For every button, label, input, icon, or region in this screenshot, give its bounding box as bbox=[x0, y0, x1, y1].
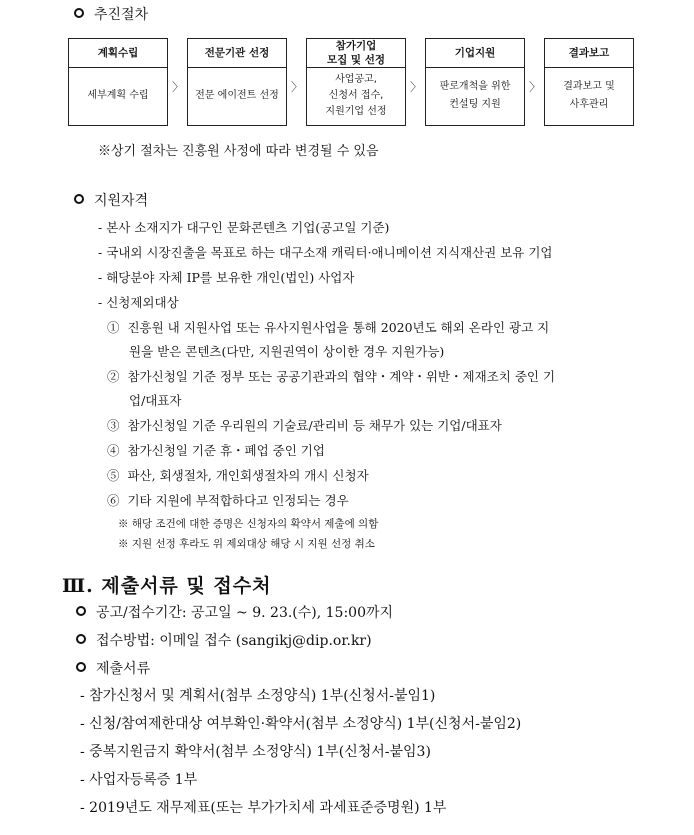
exclusion-item-4 bbox=[107, 441, 325, 459]
eligibility-note: ※ 지원 선정 후라도 위 제외대상 해당 시 지원 선정 취소 bbox=[118, 538, 375, 550]
step-desc: 세부계획 수립 bbox=[87, 90, 149, 101]
procedure-note: ※상기 절차는 진흥원 사정에 따라 변경될 수 있음 bbox=[98, 144, 379, 159]
eligibility-heading-text: 지원자격 bbox=[94, 193, 149, 209]
doc-item: - 사업자등록증 1부 bbox=[80, 772, 198, 788]
step-desc: 판로개척을 위한 컨설팅 지원 bbox=[439, 81, 511, 110]
doc-item: - 2019년도 재무제표(또는 부가가치세 과세표준증명원) 1부 bbox=[80, 800, 447, 816]
exclusion-text: 파산, 회생절차, 개인회생절차의 개시 신청자 bbox=[127, 468, 369, 483]
step-box-4 bbox=[425, 38, 525, 126]
eligibility-item: - 본사 소재지가 대구인 문화콘텐츠 기업(공고일 기준) bbox=[98, 220, 390, 235]
period-line bbox=[76, 602, 393, 622]
method-line bbox=[76, 630, 372, 650]
step-desc: 전문 에이전트 선정 bbox=[195, 90, 279, 101]
exclusion-text: 참가신청일 기준 휴・폐업 중인 기업 bbox=[127, 443, 325, 458]
doc-item: - 중복지원금지 확약서(첨부 소정양식) 1부(신청서-붙임3) bbox=[80, 744, 431, 760]
chevron-right-icon: 〉 bbox=[410, 80, 423, 94]
exclusion-number: ④ bbox=[107, 443, 120, 458]
step-desc: 사업공고, 신청서 접수, 지원기업 선정 bbox=[325, 74, 387, 117]
exclusion-text: 진흥원 내 지원사업 또는 유사지원사업을 통해 2020년도 해외 온라인 광고 지 bbox=[127, 320, 550, 335]
exclusion-text: 참가신청일 기준 정부 또는 공공기관과의 협약・계약・위반・제재조치 중인 기 bbox=[127, 369, 556, 384]
procedure-heading bbox=[74, 4, 148, 24]
circle-bullet-icon bbox=[76, 634, 86, 644]
exclusion-item-6 bbox=[107, 491, 349, 509]
docs-heading bbox=[76, 658, 150, 678]
circle-bullet-icon bbox=[74, 8, 84, 18]
exclusion-number: ③ bbox=[107, 418, 120, 433]
method-text: 접수방법: 이메일 접수 (sangikj@dip.or.kr) bbox=[96, 633, 372, 649]
exclusion-number: ① bbox=[107, 320, 120, 335]
exclusion-item-3 bbox=[107, 416, 502, 434]
step-title: 계획수립 bbox=[69, 39, 167, 68]
eligibility-heading bbox=[74, 190, 148, 210]
exclusion-number: ⑤ bbox=[107, 468, 120, 483]
step-desc: 결과보고 및 사후관리 bbox=[563, 81, 615, 110]
eligibility-item: - 국내외 시장진출을 목표로 하는 대구소재 캐릭터·애니메이션 지식재산권 보유 기업 bbox=[98, 245, 553, 260]
doc-item: - 참가신청서 및 계획서(첨부 소정양식) 1부(신청서-붙임1) bbox=[80, 688, 436, 704]
exclusion-item-2 bbox=[107, 367, 555, 385]
step-box-2 bbox=[187, 38, 287, 126]
step-title: 참가기업 모집 및 선정 bbox=[307, 39, 405, 68]
chevron-right-icon: 〉 bbox=[291, 80, 304, 94]
exclusion-text: 참가신청일 기준 우리원의 기술료/관리비 등 채무가 있는 기업/대표자 bbox=[127, 418, 502, 433]
eligibility-note: ※ 해당 조건에 대한 증명은 신청자의 확약서 제출에 의함 bbox=[118, 518, 379, 530]
step-box-5 bbox=[544, 38, 634, 126]
circle-bullet-icon bbox=[76, 606, 86, 616]
chevron-right-icon: 〉 bbox=[529, 80, 542, 94]
procedure-heading-text: 추진절차 bbox=[94, 7, 149, 23]
step-box-1 bbox=[68, 38, 168, 126]
circle-bullet-icon bbox=[76, 662, 86, 672]
docs-heading-text: 제출서류 bbox=[96, 661, 151, 677]
step-title: 결과보고 bbox=[545, 39, 633, 68]
circle-bullet-icon bbox=[74, 194, 84, 204]
step-title: 전문기관 선정 bbox=[188, 39, 286, 68]
section-title: Ⅲ. 제출서류 및 접수처 bbox=[62, 575, 272, 597]
period-text: 공고/접수기간: 공고일 ~ 9. 23.(수), 15:00까지 bbox=[96, 605, 394, 621]
exclusion-number: ② bbox=[107, 369, 120, 384]
exclusion-item-5 bbox=[107, 466, 369, 484]
exclusion-item-1 bbox=[107, 318, 549, 336]
step-box-3 bbox=[306, 38, 406, 126]
doc-item: - 신청/참여제한대상 여부확인·확약서(첨부 소정양식) 1부(신청서-붙임2) bbox=[80, 716, 522, 732]
eligibility-item: - 신청제외대상 bbox=[98, 295, 179, 310]
step-title: 기업지원 bbox=[426, 39, 524, 68]
eligibility-item: - 해당분야 자체 IP를 보유한 개인(법인) 사업자 bbox=[98, 270, 355, 285]
exclusion-continuation: 원을 받은 콘텐츠(다만, 지원권역이 상이한 경우 지원가능) bbox=[129, 344, 445, 359]
exclusion-continuation: 업/대표자 bbox=[129, 393, 182, 408]
exclusion-text: 기타 지원에 부적합하다고 인정되는 경우 bbox=[127, 493, 349, 508]
chevron-right-icon: 〉 bbox=[172, 80, 185, 94]
exclusion-number: ⑥ bbox=[107, 493, 120, 508]
